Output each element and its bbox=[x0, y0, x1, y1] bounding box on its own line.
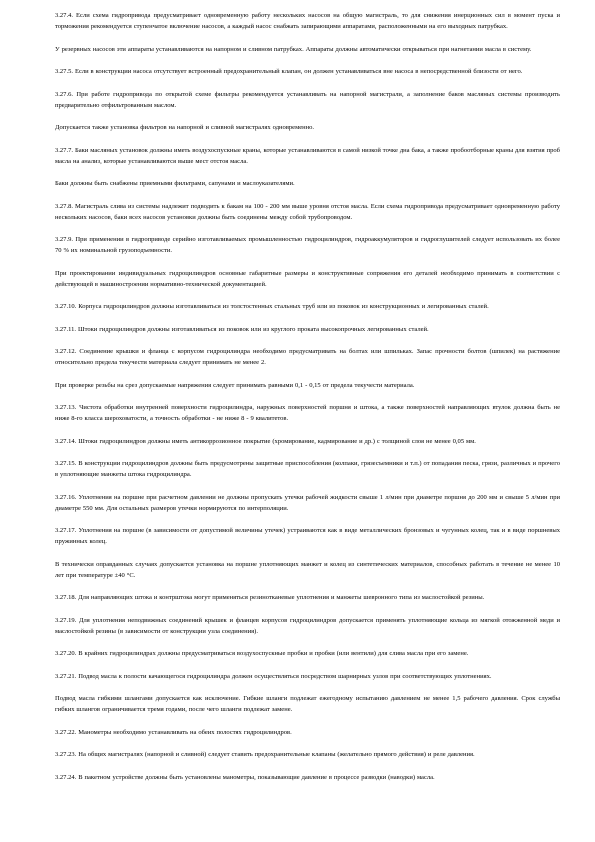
paragraph-3-27-4: 3.27.4. Если схема гидропривода предусматривает одновременную работу нескольких насосов на общую магистраль, то для снижения инерционных сил в момент пуска и торможения рекомендуется ступенчатое включение насосов, а каждый насос снабжать запирающими аппаратами, расположенными на его выходных патрубках. bbox=[55, 12, 560, 30]
paragraph-3-27-10: 3.27.10. Корпуса гидроцилиндров должны изготавливаться из толстостенных стальных труб или из поковок из конструкционных и легированных сталей. bbox=[55, 303, 489, 310]
paragraph-thread-shear: При проверке резьбы на срез допускаемые напряжения следует принимать равными 0,1 - 0,15 от предела текучести материала. bbox=[55, 381, 415, 389]
paragraph-reserve-pumps: У резервных насосов эти аппараты устанавливаются на напорном и сливном патрубках. Аппараты должны автоматически открываться при нагнетании масла в систему. bbox=[55, 45, 532, 53]
paragraph-3-27-24: 3.27.24. В пакетном устройстве должны быть установлены манометры, показывающие давление в процессе разводки (наводки) масла. bbox=[55, 773, 435, 781]
document-body bbox=[55, 10, 560, 783]
paragraph-3-27-16: 3.27.16. Уплотнения на поршне при расчетном давлении не должны пропускать утечки рабочей жидкости свыше 1 л/мин при диаметре поршня до 200 мм и свыше 5 л/мин при диаметре 550 мм. Для остальных размеров утечки нормируются по интерполяции. bbox=[55, 493, 560, 512]
paragraph-3-27-13: 3.27.13. Чистота обработки внутренней поверхности гидроцилиндра, наружных поверхностей поршня и штока, а также поверхностей направляющих втулок должна быть не ниже 8-го класса шероховатости, а точность обработки - не ниже 8 - 9 квалитетов. bbox=[55, 404, 560, 422]
paragraph-3-27-19: 3.27.19. Для уплотнения неподвижных соединений крышек и фланцев корпусов гидроцилиндров допускается применять уплотняющие кольца из мягкой отожженной меди и маслостойкой резины (в зависимости от конструкции узла соединения). bbox=[55, 616, 560, 635]
paragraph-3-27-6: 3.27.6. При работе гидропривода по открытой схеме фильтры рекомендуется устанавливать на напорной магистрали, а заполнение баков масляных системы производить предварительно отфильтрованным маслом. bbox=[55, 90, 560, 109]
paragraph-3-27-12: 3.27.12. Соединение крышки и фланца с корпусом гидроцилиндра необходимо предусматривать на болтах или шпильках. Запас прочности болтов (шпилек) на растяжение относительно предела текучести материала следует принимать не менее 2. bbox=[55, 348, 560, 366]
paragraph-filters-both-lines: Допускается также установка фильтров на напорной и сливной магистралях одновременно. bbox=[55, 124, 315, 131]
paragraph-3-27-20: 3.27.20. В крайних гидроцилиндрах должны предусматриваться воздухоспускные пробки и пробки (или вентили) для слива масла при его замене. bbox=[55, 650, 469, 657]
paragraph-3-27-21: 3.27.21. Подвод масла к полости качающегося гидроцилиндра должен осуществляться посредством шарнирных узлов при соответствующих уплотнениях. bbox=[55, 672, 492, 680]
paragraph-3-27-8: 3.27.8. Магистраль слива из системы надлежит подводить к бакам на 100 - 200 мм выше уровня отстоя масла. Если схема гидропривода предусматривает одновременную работу нескольких насосов, баки всех насосов установки должны быть соединены между собой трубопроводом. bbox=[55, 202, 560, 221]
paragraph-3-27-22: 3.27.22. Манометры необходимо устанавливать на обеих полостях гидроцилиндров. bbox=[55, 728, 292, 736]
paragraph-3-27-9: 3.27.9. При применении в гидроприводе серийно изготавливаемых промышленностью гидроцилиндров, гидроаккумуляторов и гидроглушителей следует использовать их более 70 % их номинальной грузоподъемности. bbox=[55, 236, 560, 254]
paragraph-synthetic-seals: В технически оправданных случаях допускается установка на поршне уплотняющих манжет и колец из синтетических материалов, способных работать в течение не менее 10 лет при температуре ±40 °С. bbox=[55, 560, 560, 579]
paragraph-3-27-5: 3.27.5. Если в конструкции насоса отсутствует встроенный предохранительный клапан, он должен устанавливаться вне насоса в непосредственной близости от него. bbox=[55, 68, 523, 75]
paragraph-3-27-15: 3.27.15. В конструкции гидроцилиндров должны быть предусмотрены защитные приспособления (колпаки, грязесъемники и т.п.) от попадания песка, грязи, различных и прочего в уплотняющие манжеты штока гидроцилиндра. bbox=[55, 460, 560, 478]
paragraph-3-27-17: 3.27.17. Уплотнения на поршне (в зависимости от допустимой величины утечек) устраиваются как в виде металлических бронзовых и чугунных колец, так и в виде поршневых пружинных колец. bbox=[55, 527, 560, 545]
paragraph-custom-cylinders: При проектировании индивидуальных гидроцилиндров основные габаритные размеры и конструктивные сопряжения его деталей необходимо принимать в соответствии с действующей в машиностроении нормативно-технической документацией. bbox=[55, 269, 560, 288]
paragraph-flexible-hoses: Подвод масла гибкими шлангами допускается как исключение. Гибкие шланги подлежат ежегодному испытанию давлением не менее 1,5 рабочего давления. Срок службы гибких шлангов ограничивается тремя годами, после чего шланги подлежат замене. bbox=[55, 695, 560, 713]
paragraph-tank-equipment: Баки должны быть снабжены приемными фильтрами, сапунами и маслоуказателями. bbox=[55, 180, 295, 187]
paragraph-3-27-18: 3.27.18. Для направляющих штока и контрштока могут применяться резинотканевые уплотнения и манжеты шевронного типа из маслостойкой резины. bbox=[55, 594, 485, 601]
paragraph-3-27-14: 3.27.14. Штоки гидроцилиндров должны иметь антикоррозионное покрытие (хромирование, кадмирование и др.) с толщиной слоя не менее 0,05 мм. bbox=[55, 437, 476, 445]
paragraph-3-27-23: 3.27.23. На общих магистралях (напорной и сливной) следует ставить предохранительные клапаны (желательно прямого действия) и реле давления. bbox=[55, 751, 475, 758]
paragraph-3-27-11: 3.27.11. Штоки гидроцилиндров должны изготавливаться из поковок или из круглого проката высокопрочных легированных сталей. bbox=[55, 325, 429, 333]
paragraph-3-27-7: 3.27.7. Баки масляных установок должны иметь воздухоспускные краны, которые устанавливаются в самой низкой точке дна бака, а также пробоотборные краны для взятия проб масла на анализ, которые устанавливаются выше мест отстоя масла. bbox=[55, 146, 560, 165]
